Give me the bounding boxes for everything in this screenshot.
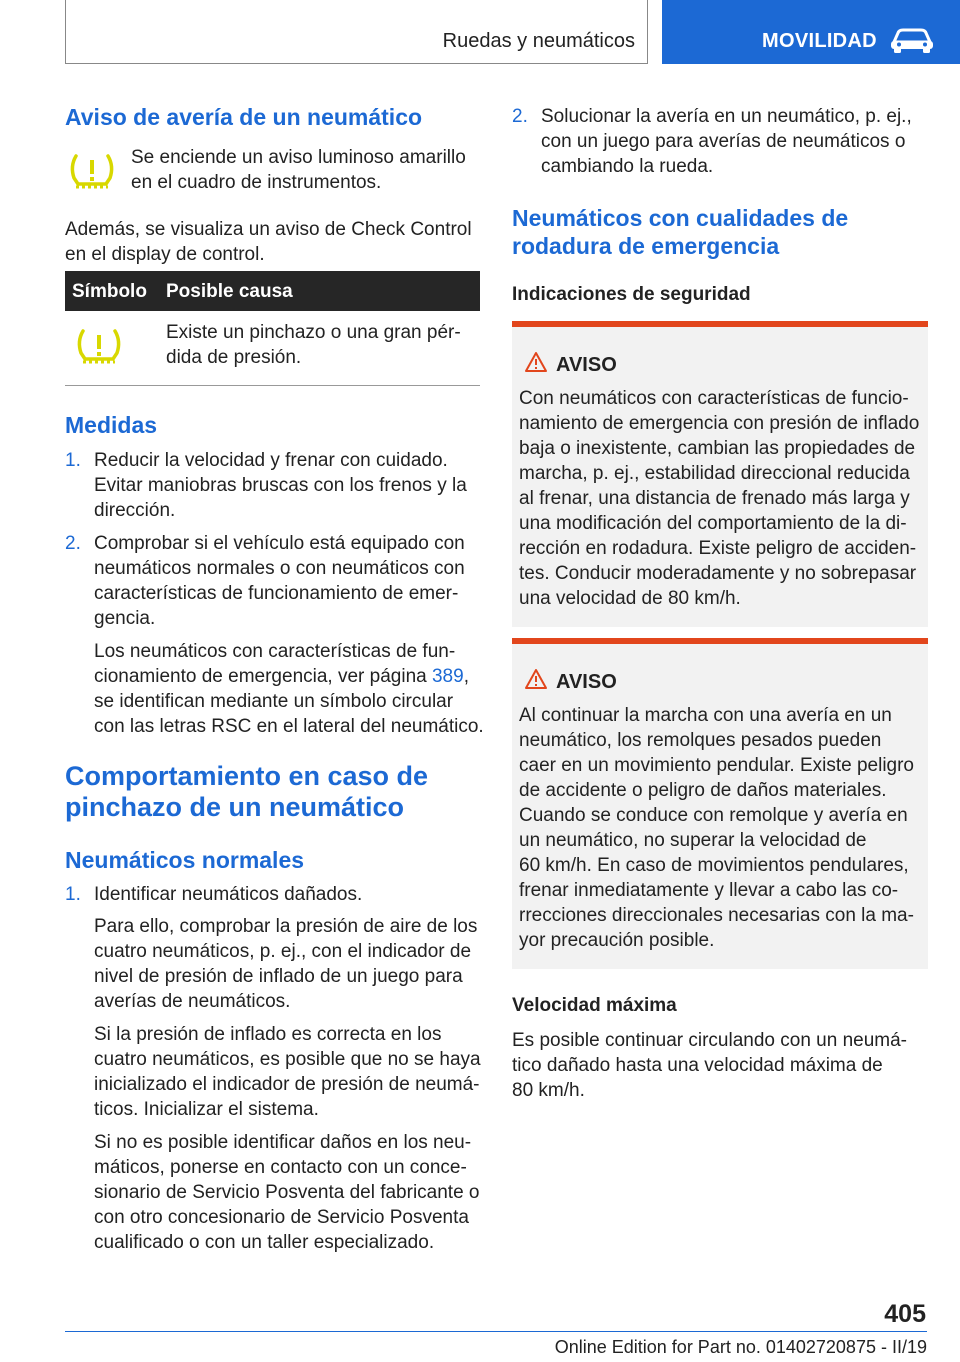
heading-aviso-averia: Aviso de avería de un neumático	[65, 104, 423, 130]
para-line: sionario de Servicio Posventa del fabricante o	[94, 1182, 480, 1203]
table-cause-text-2: dida de presión.	[166, 347, 302, 368]
step-line: con un juego para averías de neumáticos o	[541, 131, 906, 152]
step-line: Comprobar si el vehículo está equipado con	[94, 533, 465, 554]
step-number: 2.	[65, 533, 81, 554]
para-line: Si no es posible identificar daños en los neu‐	[94, 1132, 472, 1153]
step-number: 2.	[512, 106, 528, 127]
heading-rsc-1: Neumáticos con cualidades de	[512, 205, 849, 231]
para-line: ticos. Inicializar el sistema.	[94, 1099, 319, 1120]
velocidad-line: Es posible continuar circulando con un neumá‐	[512, 1030, 908, 1051]
warning-triangle-icon	[524, 351, 548, 373]
step-line: gencia.	[94, 608, 156, 629]
heading-indicaciones-seguridad: Indicaciones de seguridad	[512, 284, 751, 305]
warning-box-1	[512, 321, 928, 627]
tab-movilidad[interactable]	[662, 0, 960, 64]
step-line: cambiando la rueda.	[541, 156, 714, 177]
footer-rule	[65, 1331, 927, 1332]
step-line: características de funcionamiento de emer‐	[94, 583, 459, 604]
table-cause-text-1: Existe un pinchazo o una gran pér‐	[166, 322, 461, 343]
warning-box-2	[512, 638, 928, 969]
step-number: 1.	[65, 884, 81, 905]
para-line: averías de neumáticos.	[94, 991, 291, 1012]
warning-title: AVISO	[556, 671, 617, 693]
footer-edition: Online Edition for Part no. 01402720875 - II/19	[554, 1337, 927, 1357]
warning-triangle-icon	[524, 668, 548, 690]
check-control-text-1: Además, se visualiza un aviso de Check Control	[65, 219, 472, 240]
page-number: 405	[884, 1300, 926, 1328]
table-bottom-rule	[65, 385, 480, 386]
step-line: dirección.	[94, 500, 176, 521]
para-line: nivel de presión de inflado de un juego para	[94, 966, 463, 987]
rsc-text-1: Los neumáticos con características de fun‐	[94, 641, 456, 662]
velocidad-line: 80 km/h.	[512, 1080, 585, 1101]
para-line: cuatro neumáticos, es posible que no se haya	[94, 1049, 481, 1070]
step-line: Evitar maniobras bruscas con los frenos y la	[94, 475, 467, 496]
heading-neumaticos-normales: Neumáticos normales	[65, 847, 305, 873]
para-line: Para ello, comprobar la presión de aire de los	[94, 916, 478, 937]
para-line: cuatro neumáticos, p. ej., con el indicador de	[94, 941, 472, 962]
step-line: Identificar neumáticos dañados.	[94, 884, 363, 905]
warning-title: AVISO	[556, 354, 617, 376]
heading-velocidad-maxima: Velocidad máxima	[512, 995, 677, 1016]
heading-medidas: Medidas	[65, 412, 158, 438]
check-control-text-2: en el display de control.	[65, 244, 265, 265]
section-title: Ruedas y neumáticos	[442, 30, 635, 52]
page-link-389[interactable]: 389	[431, 666, 464, 687]
warning-text: Con neumáticos con características de funcio‐ namiento de emergencia con presión de inflado baja o inexistente, cambian las propiedades de marcha, p. ej., estabilidad direccional reducida al frenar, una distancia de frenado más larga y una modificación del comportamiento de la di‐ rección en rodadura. Existe peligro de acciden‐ tes. Conducir moderadamente y no sobrepasar una velocidad de 80 km/h.	[519, 388, 920, 609]
step-line: neumáticos normales o con neumáticos con	[94, 558, 465, 579]
warning-text: Al continuar la marcha con una avería en un neumático, los remolques pesados pueden caer en un movimiento pendular. Existe peligro de accidente o peligro de daños materiales. Cuando se conduce con remolque y avería en un neumático, no superar la velocidad de 60 km/h. En caso de movimientos pendulares, frenar inmediatamente y llevar a cabo las co‐ rrecciones direccionales necesarias con la ma‐ yor precaución posible.	[519, 705, 915, 951]
step-line: Reducir la velocidad y frenar con cuidado.	[94, 450, 448, 471]
velocidad-line: tico dañado hasta una velocidad máxima de	[512, 1055, 883, 1076]
rsc-text-4: con las letras RSC en el lateral del neumático.	[94, 716, 484, 737]
para-line: con otro concesionario de Servicio Posventa	[94, 1207, 469, 1228]
step-number: 1.	[65, 450, 81, 471]
heading-rsc-2: rodadura de emergencia	[512, 233, 780, 259]
step-line: Solucionar la avería en un neumático, p. ej.,	[541, 106, 912, 127]
table-col-causa: Posible causa	[166, 281, 293, 302]
rsc-text-2: cionamiento de emergencia, ver página 389,	[94, 666, 469, 687]
table-header	[65, 271, 480, 311]
heading-comportamiento-2: pinchazo de un neumático	[65, 792, 405, 822]
tire-pressure-warning-icon	[75, 327, 123, 367]
indicator-text-2: en el cuadro de instrumentos.	[131, 172, 382, 193]
tab-label: MOVILIDAD	[762, 30, 877, 52]
para-line: cualificado o con un taller especializado.	[94, 1232, 435, 1253]
para-line: inicializado el indicador de presión de neumá‐	[94, 1074, 480, 1095]
para-line: máticos, ponerse en contacto con un conce‐	[94, 1157, 467, 1178]
table-col-simbolo: Símbolo	[72, 281, 147, 302]
heading-comportamiento-1: Comportamiento en caso de	[65, 761, 429, 791]
car-icon	[888, 26, 936, 54]
indicator-text-1: Se enciende un aviso luminoso amarillo	[131, 147, 466, 168]
rsc-text-3: se identifican mediante un símbolo circular	[94, 691, 454, 712]
tire-pressure-warning-icon	[68, 152, 116, 192]
para-line: Si la presión de inflado es correcta en los	[94, 1024, 442, 1045]
